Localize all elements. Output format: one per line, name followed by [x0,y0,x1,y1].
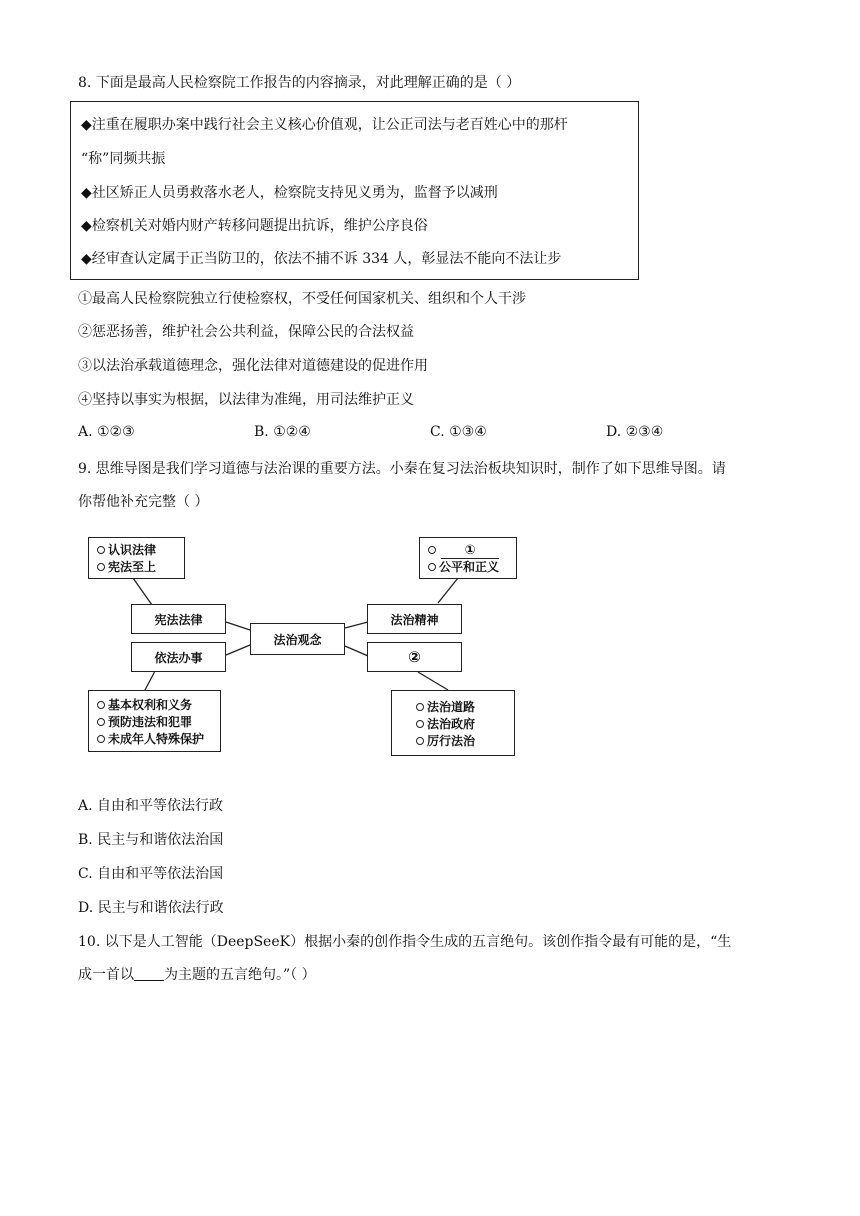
quote-line-1: ◆注重在履职办案中践行社会主义核心价值观，让公正司法与老百姓心中的那杆 [81,117,568,133]
q10-blank [134,966,164,981]
mindmap-tl-item-1: 认识法律 [97,542,184,559]
mindmap-br-item-2: 法治政府 [416,716,514,733]
mindmap-bl-item-1: 基本权利和义务 [97,697,220,714]
circle-bullet-icon [416,737,424,745]
circle-bullet-icon [416,703,424,711]
mindmap-box-bottom-left [88,690,221,752]
q8-statement-3: ③以法治承载道德理念，强化法律对道德建设的促进作用 [78,358,428,374]
q9-option-d[interactable]: D. 民主与和谐依法行政 [78,900,224,916]
quote-line-5: ◆经审查认定属于正当防卫的，依法不捕不诉 334 人，彰显法不能向不法让步 [81,251,562,267]
circle-bullet-icon [428,563,436,571]
circle-bullet-icon [97,735,105,743]
quote-line-2: “称”同频共振 [81,151,166,167]
quote-line-4: ◆检察机关对婚内财产转移问题提出抗诉，维护公序良俗 [81,218,428,234]
mindmap-node-center: 法治观念 [250,623,345,655]
q8-option-b[interactable]: B. ①②④ [254,424,311,440]
q8-statement-1: ①最高人民检察院独立行使检察权，不受任何国家机关、组织和个人干涉 [78,291,526,307]
q8-statement-4: ④坚持以事实为根据，以法律为准绳，用司法维护正义 [78,392,414,408]
quote-line-3: ◆社区矫正人员勇救落水老人，检察院支持见义勇为，监督予以减刑 [81,185,498,201]
mindmap-tl-item-2: 宪法至上 [97,559,184,576]
mindmap-bl-item-2: 预防违法和犯罪 [97,714,220,731]
q10-stem-part-b: 为主题的五言绝句。”（ ） [164,967,316,983]
q10-stem-line-1: 10. 以下是人工智能（DeepSeeK）根据小秦的创作指令生成的五言绝句。该创作指令最有可能的是，“生 [78,934,732,950]
circle-bullet-icon [97,563,105,571]
mindmap-node-right-bottom: ② [367,642,462,672]
mindmap-box-top-right [419,537,517,579]
q10-stem-part-a: 成一首以 [78,967,134,983]
q8-option-a[interactable]: A. ①②③ [78,424,135,440]
q8-option-c[interactable]: C. ①③④ [430,424,487,440]
mindmap-node-left-bottom: 依法办事 [131,642,226,672]
circle-bullet-icon [97,701,105,709]
q9-option-b[interactable]: B. 民主与和谐依法治国 [78,832,224,848]
mindmap-node-left-top: 宪法法律 [131,604,226,634]
q8-quote-box [70,101,639,280]
q8-option-d[interactable]: D. ②③④ [606,424,664,440]
mindmap-bl-item-3: 未成年人特殊保护 [97,731,220,748]
circle-bullet-icon [428,546,436,554]
mindmap-tr-item: 公平和正义 [428,559,516,576]
mindmap-tr-blank-row [428,542,516,559]
q9-stem-line-2: 你帮他补充完整（ ） [78,494,209,510]
q9-stem-line-1: 9. 思维导图是我们学习道德与法治课的重要方法。小秦在复习法治板块知识时，制作了如下思维导图。请 [78,461,726,477]
q10-stem-line-2 [78,965,316,985]
circle-bullet-icon [416,720,424,728]
mindmap-br-item-1: 法治道路 [416,699,514,716]
q8-statement-2: ②惩恶扬善，维护社会公共利益，保障公民的合法权益 [78,324,414,340]
q9-option-c[interactable]: C. 自由和平等依法治国 [78,866,224,882]
mindmap-br-item-3: 厉行法治 [416,733,514,750]
q9-option-a[interactable]: A. 自由和平等依法行政 [78,798,224,814]
mindmap-blank-1: ① [441,544,499,559]
mindmap-box-top-left [88,537,185,579]
mindmap-box-bottom-right [391,690,515,756]
q8-stem: 8. 下面是最高人民检察院工作报告的内容摘录，对此理解正确的是（ ） [78,75,521,91]
circle-bullet-icon [97,546,105,554]
mindmap-node-right-top: 法治精神 [367,604,462,634]
circle-bullet-icon [97,718,105,726]
